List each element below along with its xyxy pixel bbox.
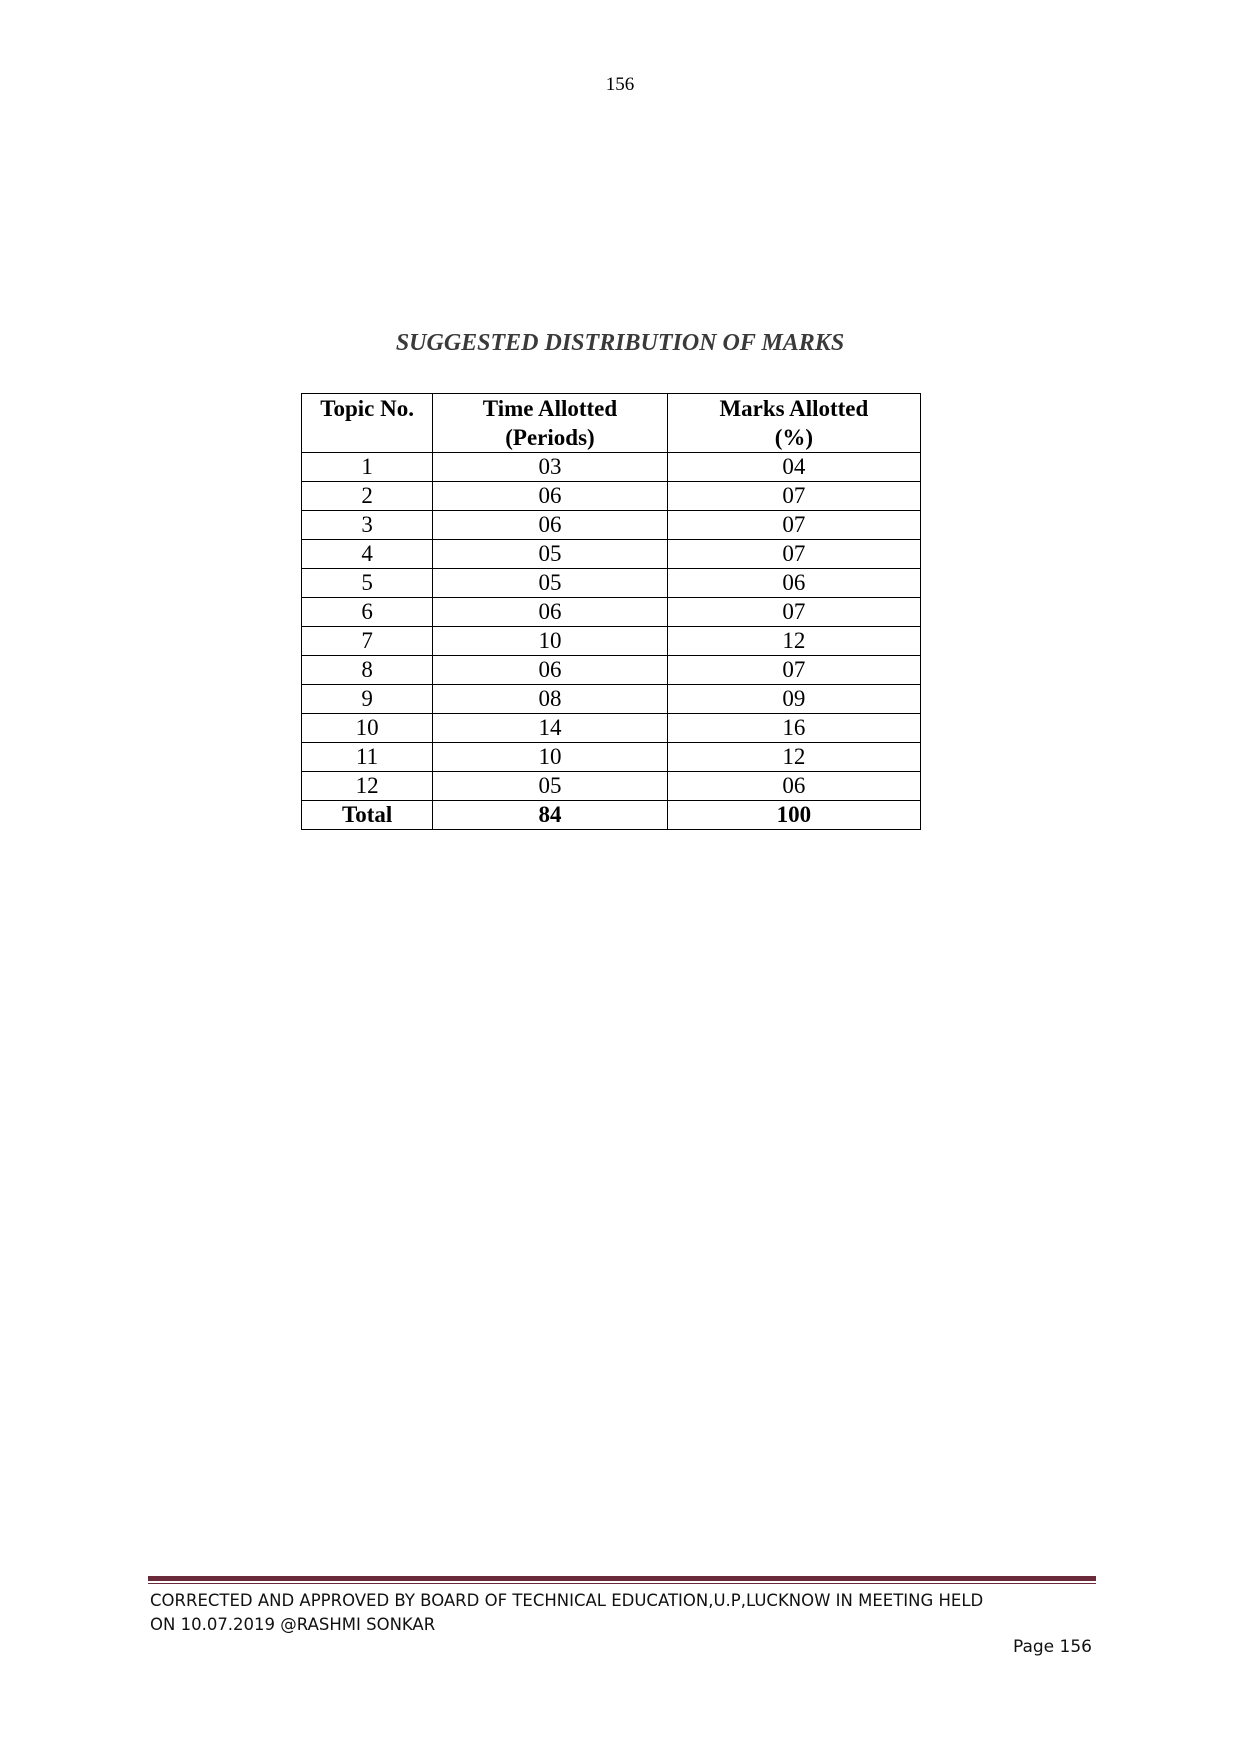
- cell-marks: 07: [667, 540, 920, 569]
- footer-divider: [148, 1576, 1096, 1581]
- table-row: [302, 772, 921, 801]
- table-header-row: [302, 394, 921, 453]
- cell-marks: 06: [667, 772, 920, 801]
- cell-time: 05: [433, 569, 668, 598]
- cell-marks: 06: [667, 569, 920, 598]
- header-time-label: Time Allotted: [482, 396, 618, 421]
- header-marks-unit: (%): [774, 425, 814, 450]
- cell-time: 10: [433, 627, 668, 656]
- cell-topic: 5: [302, 569, 433, 598]
- table-row: [302, 511, 921, 540]
- table-row: [302, 540, 921, 569]
- table-row: [302, 743, 921, 772]
- table-row: [302, 656, 921, 685]
- cell-topic: 8: [302, 656, 433, 685]
- table-row: [302, 714, 921, 743]
- cell-time: 06: [433, 656, 668, 685]
- total-label: Total: [302, 801, 433, 830]
- cell-topic: 3: [302, 511, 433, 540]
- header-topic-no: [302, 394, 433, 453]
- header-time-unit: (Periods): [505, 425, 595, 450]
- cell-marks: 12: [667, 627, 920, 656]
- cell-marks: 16: [667, 714, 920, 743]
- document-title: SUGGESTED DISTRIBUTION OF MARKS: [395, 330, 845, 356]
- cell-marks: 07: [667, 482, 920, 511]
- cell-topic: 4: [302, 540, 433, 569]
- cell-marks: 07: [667, 656, 920, 685]
- footer-line-1: CORRECTED AND APPROVED BY BOARD OF TECHNICAL EDUCATION,U.P,LUCKNOW IN MEETING HELD: [150, 1591, 984, 1610]
- cell-time: 08: [433, 685, 668, 714]
- cell-topic: 7: [302, 627, 433, 656]
- cell-time: 06: [433, 482, 668, 511]
- table-row: [302, 598, 921, 627]
- cell-time: 05: [433, 772, 668, 801]
- cell-topic: 6: [302, 598, 433, 627]
- page-number-top: 156: [605, 74, 635, 95]
- header-marks-label: Marks Allotted: [719, 396, 869, 421]
- cell-time: 05: [433, 540, 668, 569]
- total-marks: 100: [667, 801, 920, 830]
- cell-marks: 07: [667, 598, 920, 627]
- table-row: [302, 627, 921, 656]
- footer-divider-thin: [148, 1583, 1096, 1584]
- header-time-allotted: [433, 394, 668, 453]
- cell-topic: 9: [302, 685, 433, 714]
- footer-line-2: ON 10.07.2019 @RASHMI SONKAR: [150, 1615, 436, 1634]
- cell-time: 14: [433, 714, 668, 743]
- cell-topic: 2: [302, 482, 433, 511]
- cell-time: 10: [433, 743, 668, 772]
- table-row: [302, 569, 921, 598]
- cell-topic: 10: [302, 714, 433, 743]
- cell-marks: 07: [667, 511, 920, 540]
- cell-time: 03: [433, 453, 668, 482]
- cell-time: 06: [433, 511, 668, 540]
- header-topic-label: Topic No.: [320, 396, 414, 421]
- cell-topic: 11: [302, 743, 433, 772]
- cell-topic: 12: [302, 772, 433, 801]
- footer-approval-note: [150, 1589, 1100, 1637]
- header-marks-allotted: [667, 394, 920, 453]
- cell-marks: 12: [667, 743, 920, 772]
- cell-marks: 09: [667, 685, 920, 714]
- total-time: 84: [433, 801, 668, 830]
- table-row: [302, 453, 921, 482]
- footer-page-number: Page 156: [1012, 1637, 1092, 1657]
- cell-marks: 04: [667, 453, 920, 482]
- cell-time: 06: [433, 598, 668, 627]
- table-row: [302, 685, 921, 714]
- table-row: [302, 482, 921, 511]
- table-total-row: [302, 801, 921, 830]
- cell-topic: 1: [302, 453, 433, 482]
- marks-distribution-table: [301, 393, 921, 830]
